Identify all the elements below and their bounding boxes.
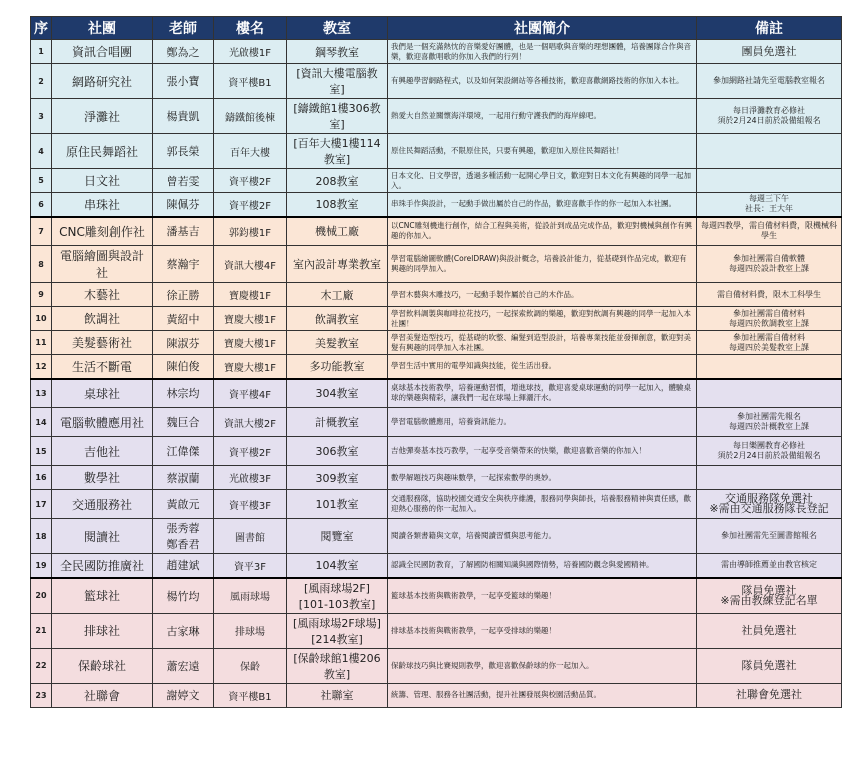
teacher-name: 黃啟元 — [153, 490, 214, 519]
table-row — [31, 466, 842, 490]
classroom: [資訊大樓電腦教室] — [287, 64, 388, 99]
row-number: 16 — [31, 466, 52, 490]
club-name: 保齡球社 — [52, 648, 153, 683]
row-number: 15 — [31, 437, 52, 466]
table-row — [31, 613, 842, 648]
club-note: 社員免選社 — [697, 613, 842, 648]
table-row — [31, 331, 842, 355]
teacher-name: 陳佩芬 — [153, 193, 214, 217]
building-name: 寶慶大樓1F — [214, 331, 287, 355]
club-note-line: 每週四於飲調教室上課 — [729, 318, 809, 328]
building-name: 資訊大樓4F — [214, 246, 287, 283]
teacher-name: 楊貴凱 — [153, 99, 214, 134]
club-note: 參加社團需先至圖書館報名 — [697, 519, 842, 554]
club-intro: 學習生活中實用的電學知識與技能，從生活出發。 — [388, 355, 697, 379]
teacher-name: 謝婷文 — [153, 683, 214, 707]
teacher-name: 曾若雯 — [153, 169, 214, 193]
club-intro: 學習電腦軟體應用，培養資訊能力。 — [388, 408, 697, 437]
club-note-line: 參加社團需自備材料 — [733, 332, 805, 342]
header-building: 樓名 — [214, 17, 287, 40]
teacher-name: 張小寶 — [153, 64, 214, 99]
club-note — [697, 437, 842, 466]
classroom: 美髮教室 — [287, 331, 388, 355]
club-name: 數學社 — [52, 466, 153, 490]
table-row — [31, 683, 842, 707]
classroom-line: [風雨球場2F球場] — [293, 616, 381, 630]
club-intro: 原住民舞蹈活動，不限原住民，只要有興趣，歡迎加入原住民舞蹈社！ — [388, 134, 697, 169]
club-intro: 交通服務隊，協助校園交通安全與秩序維護，服務同學與師長，培養服務精神與責任感，歡迎熱心服務的你一起加入。 — [388, 490, 697, 519]
club-name: 原住民舞蹈社 — [52, 134, 153, 169]
table-row — [31, 134, 842, 169]
row-number: 20 — [31, 578, 52, 614]
club-note: 團員免選社 — [697, 40, 842, 64]
classroom: [鑄鐵館1樓306教室] — [287, 99, 388, 134]
club-note-line: ※需由教練登記名單 — [720, 593, 818, 607]
table-row — [31, 408, 842, 437]
club-intro: 學習電腦繪圖軟體(CorelDRAW)與設計概念，培養設計能力，從基礎到作品完成，歡迎有興趣的同學加入。 — [388, 246, 697, 283]
club-intro: 認識全民國防教育，了解國防相關知識與國際情勢，培養國防觀念與愛國精神。 — [388, 554, 697, 578]
classroom — [287, 578, 388, 614]
building-name: 郭鈞樓1F — [214, 217, 287, 246]
row-number: 4 — [31, 134, 52, 169]
club-name: 生活不斷電 — [52, 355, 153, 379]
teacher-name: 黃紹中 — [153, 307, 214, 331]
club-table-wrapper — [30, 16, 841, 708]
club-name: 吉他社 — [52, 437, 153, 466]
teacher-name: 徐正勝 — [153, 283, 214, 307]
club-intro: 熱愛大自然並關懷海洋環境，一起用行動守護我們的海岸線吧。 — [388, 99, 697, 134]
club-note — [697, 134, 842, 169]
row-number: 12 — [31, 355, 52, 379]
teacher-name-line: 張秀蓉 — [166, 522, 200, 535]
building-name: 排球場 — [214, 613, 287, 648]
club-name: 網路研究社 — [52, 64, 153, 99]
teacher-name: 趙建斌 — [153, 554, 214, 578]
building-name: 資訊大樓2F — [214, 408, 287, 437]
building-name: 資平樓4F — [214, 379, 287, 408]
club-name: 飲調社 — [52, 307, 153, 331]
header-intro: 社團簡介 — [388, 17, 697, 40]
table-row — [31, 648, 842, 683]
club-name: 交通服務社 — [52, 490, 153, 519]
building-name: 圖書館 — [214, 519, 287, 554]
club-note-line: 每週四於設計教室上課 — [729, 264, 809, 273]
club-intro: 保齡球技巧與比賽規則教學，歡迎喜歡保齡球的你一起加入。 — [388, 648, 697, 683]
club-name: 籃球社 — [52, 578, 153, 614]
header-number: 序 — [31, 17, 52, 40]
teacher-name: 林宗均 — [153, 379, 214, 408]
teacher-name: 楊竹均 — [153, 578, 214, 614]
teacher-name: 蕭宏遠 — [153, 648, 214, 683]
club-note — [697, 99, 842, 134]
table-row — [31, 193, 842, 217]
club-intro: 桌球基本技術教學，培養運動習慣，增進球技，歡迎喜愛桌球運動的同學一起加入，體驗桌球的樂趣與精彩，讓我們一起在球場上揮灑汗水。 — [388, 379, 697, 408]
club-intro: 學習木藝與木雕技巧，一起動手製作屬於自己的木作品。 — [388, 283, 697, 307]
club-note-line: 須於2月24日前於設備組報名 — [717, 116, 821, 125]
teacher-name: 潘基吉 — [153, 217, 214, 246]
club-note-line: 每週四於美髮教室上課 — [729, 342, 809, 352]
club-note-line: 社長：王大年 — [745, 204, 793, 214]
table-row — [31, 437, 842, 466]
row-number: 7 — [31, 217, 52, 246]
header-teacher: 老師 — [153, 17, 214, 40]
club-note: 隊員免選社 — [697, 648, 842, 683]
club-name: 淨灘社 — [52, 99, 153, 134]
classroom: 室內設計專業教室 — [287, 246, 388, 283]
table-row — [31, 554, 842, 578]
row-number: 3 — [31, 99, 52, 134]
row-number: 23 — [31, 683, 52, 707]
teacher-name — [153, 519, 214, 554]
building-name: 資平樓3F — [214, 490, 287, 519]
teacher-name: 蔡瀚宇 — [153, 246, 214, 283]
classroom — [287, 613, 388, 648]
row-number: 17 — [31, 490, 52, 519]
header-row — [31, 17, 842, 40]
classroom: 多功能教室 — [287, 355, 388, 379]
club-name: 木藝社 — [52, 283, 153, 307]
building-name: 鑄鐵館後棟 — [214, 99, 287, 134]
table-row — [31, 169, 842, 193]
teacher-name: 陳伯俊 — [153, 355, 214, 379]
row-number: 18 — [31, 519, 52, 554]
club-name: 社聯會 — [52, 683, 153, 707]
classroom: 機械工廠 — [287, 217, 388, 246]
header-note: 備註 — [697, 17, 842, 40]
club-note — [697, 331, 842, 355]
table-row — [31, 578, 842, 614]
club-intro: 數學解題技巧與趣味數學，一起探索數學的奧妙。 — [388, 466, 697, 490]
club-note: 需自備材料費，限木工科學生 — [697, 283, 842, 307]
header-classroom: 教室 — [287, 17, 388, 40]
club-name: 排球社 — [52, 613, 153, 648]
club-intro: 有興趣學習網路程式，以及如何架設網站等各種技術，歡迎喜歡網路技術的你加入本社。 — [388, 64, 697, 99]
club-name: 全民國防推廣社 — [52, 554, 153, 578]
table-row — [31, 490, 842, 519]
table-row — [31, 99, 842, 134]
classroom: 木工廠 — [287, 283, 388, 307]
classroom: 社聯室 — [287, 683, 388, 707]
club-intro: 學習飲料調製與咖啡拉花技巧，一起探索飲調的樂趣，歡迎對飲調有興趣的同學一起加入本社團！ — [388, 307, 697, 331]
club-intro: 統籌、管理、服務各社團活動，提升社團發展與校園活動品質。 — [388, 683, 697, 707]
club-note — [697, 169, 842, 193]
table-row — [31, 283, 842, 307]
club-note — [697, 408, 842, 437]
club-name: 電腦繪圖與設計社 — [52, 246, 153, 283]
classroom: 飲調教室 — [287, 307, 388, 331]
club-name: 美髮藝術社 — [52, 331, 153, 355]
building-name: 資平樓2F — [214, 437, 287, 466]
teacher-name: 古家琳 — [153, 613, 214, 648]
club-note-line: 參加社團需先報名 — [737, 412, 801, 421]
building-name: 百年大樓 — [214, 134, 287, 169]
teacher-name: 陳淑芬 — [153, 331, 214, 355]
club-note-line: 每日樂團教育必修社 — [733, 441, 805, 450]
club-name: 串珠社 — [52, 193, 153, 217]
teacher-name: 江偉傑 — [153, 437, 214, 466]
building-name: 保齡 — [214, 648, 287, 683]
club-note-line: 隊員免選社 — [741, 583, 797, 597]
club-note — [697, 193, 842, 217]
classroom-line: [101-103教室] — [298, 597, 376, 611]
building-name: 寶慶樓1F — [214, 283, 287, 307]
building-name: 資平樓2F — [214, 193, 287, 217]
club-name: CNC雕刻創作社 — [52, 217, 153, 246]
classroom: 309教室 — [287, 466, 388, 490]
club-note — [697, 466, 842, 490]
table-row — [31, 355, 842, 379]
row-number: 13 — [31, 379, 52, 408]
building-name: 資平樓2F — [214, 169, 287, 193]
club-note — [697, 490, 842, 519]
club-note: 需由導師推薦並由教官核定 — [697, 554, 842, 578]
row-number: 22 — [31, 648, 52, 683]
table-row — [31, 40, 842, 64]
club-intro: 排球基本技術與戰術教學，一起享受排球的樂趣！ — [388, 613, 697, 648]
teacher-name: 鄭為之 — [153, 40, 214, 64]
club-note-line: 參加社團需自備軟體 — [733, 254, 805, 263]
club-note: 每週四教學，需自備材料費，限機械科學生 — [697, 217, 842, 246]
building-name: 光啟樓1F — [214, 40, 287, 64]
club-note: 社聯會免選社 — [697, 683, 842, 707]
club-note — [697, 578, 842, 614]
classroom: [百年大樓1樓114教室] — [287, 134, 388, 169]
club-intro: 閱讀各類書籍與文章，培養閱讀習慣與思考能力。 — [388, 519, 697, 554]
teacher-name: 魏巨合 — [153, 408, 214, 437]
club-intro: 吉他彈奏基本技巧教學，一起享受音樂帶來的快樂，歡迎喜歡音樂的你加入！ — [388, 437, 697, 466]
table-row — [31, 64, 842, 99]
club-intro: 日本文化、日文學習，透過多種活動一起開心學日文，歡迎對日本文化有興趣的同學一起加入。 — [388, 169, 697, 193]
classroom: 鋼琴教室 — [287, 40, 388, 64]
header-club: 社團 — [52, 17, 153, 40]
row-number: 10 — [31, 307, 52, 331]
table-row — [31, 246, 842, 283]
classroom-line: [214教室] — [311, 632, 363, 646]
classroom: [保齡球館1樓206教室] — [287, 648, 388, 683]
club-name: 資訊合唱團 — [52, 40, 153, 64]
row-number: 6 — [31, 193, 52, 217]
club-note — [697, 379, 842, 408]
building-name: 資平3F — [214, 554, 287, 578]
building-name: 寶慶大樓1F — [214, 355, 287, 379]
club-note-line: 每日淨灘教育必修社 — [733, 106, 805, 115]
club-note-line: 交通服務隊免選社 — [725, 492, 813, 505]
club-intro: 籃球基本技術與戰術教學，一起享受籃球的樂趣！ — [388, 578, 697, 614]
club-note-line: 須於2月24日前於設備組報名 — [717, 451, 821, 460]
building-name: 光啟樓3F — [214, 466, 287, 490]
club-intro: 串珠手作與設計，一起動手做出屬於自己的作品，歡迎喜歡手作的你一起加入本社團。 — [388, 193, 697, 217]
row-number: 9 — [31, 283, 52, 307]
classroom: 306教室 — [287, 437, 388, 466]
classroom: 計概教室 — [287, 408, 388, 437]
building-name: 資平樓B1 — [214, 64, 287, 99]
classroom: 304教室 — [287, 379, 388, 408]
classroom-line: [風雨球場2F] — [304, 581, 370, 595]
row-number: 1 — [31, 40, 52, 64]
club-note-line: 每週四於計概教室上課 — [729, 422, 809, 431]
row-number: 14 — [31, 408, 52, 437]
club-note-line: ※需由交通服務隊長登記 — [709, 502, 829, 515]
club-name: 閱讀社 — [52, 519, 153, 554]
row-number: 5 — [31, 169, 52, 193]
building-name: 寶慶大樓1F — [214, 307, 287, 331]
classroom: 208教室 — [287, 169, 388, 193]
table-row — [31, 307, 842, 331]
club-name: 電腦軟體應用社 — [52, 408, 153, 437]
classroom: 108教室 — [287, 193, 388, 217]
row-number: 2 — [31, 64, 52, 99]
club-intro: 以CNC雕刻機進行創作，結合工程與美術，從設計到成品完成作品，歡迎對機械與創作有興趣的你加入。 — [388, 217, 697, 246]
classroom: 101教室 — [287, 490, 388, 519]
club-note — [697, 246, 842, 283]
club-table — [30, 16, 842, 708]
club-note: 參加網路社請先至電腦教室報名 — [697, 64, 842, 99]
building-name: 資平樓B1 — [214, 683, 287, 707]
club-note-line: 參加社團需自備材料 — [733, 308, 805, 318]
teacher-name: 郭長榮 — [153, 134, 214, 169]
row-number: 21 — [31, 613, 52, 648]
club-note — [697, 307, 842, 331]
teacher-name-line: 鄭香君 — [166, 538, 200, 551]
building-name: 風雨球場 — [214, 578, 287, 614]
row-number: 8 — [31, 246, 52, 283]
club-intro: 我們是一個充滿熱忱的音樂愛好團體，也是一個唱歌與音樂的理想團體，培養團隊合作與音樂，歡迎喜歡唱歌的你加入我們的行列！ — [388, 40, 697, 64]
classroom: 104教室 — [287, 554, 388, 578]
row-number: 19 — [31, 554, 52, 578]
club-note-line: 每週三下午 — [749, 194, 789, 204]
club-note — [697, 355, 842, 379]
table-row — [31, 217, 842, 246]
classroom: 閱覽室 — [287, 519, 388, 554]
club-intro: 學習美髮造型技巧，從基礎的吹整、編髮到造型設計，培養專業技能並發揮創意，歡迎對美髮有興趣的同學加入本社團。 — [388, 331, 697, 355]
table-row — [31, 519, 842, 554]
club-name: 日文社 — [52, 169, 153, 193]
teacher-name: 蔡淑蘭 — [153, 466, 214, 490]
table-row — [31, 379, 842, 408]
row-number: 11 — [31, 331, 52, 355]
club-name: 桌球社 — [52, 379, 153, 408]
table-body — [31, 40, 842, 708]
